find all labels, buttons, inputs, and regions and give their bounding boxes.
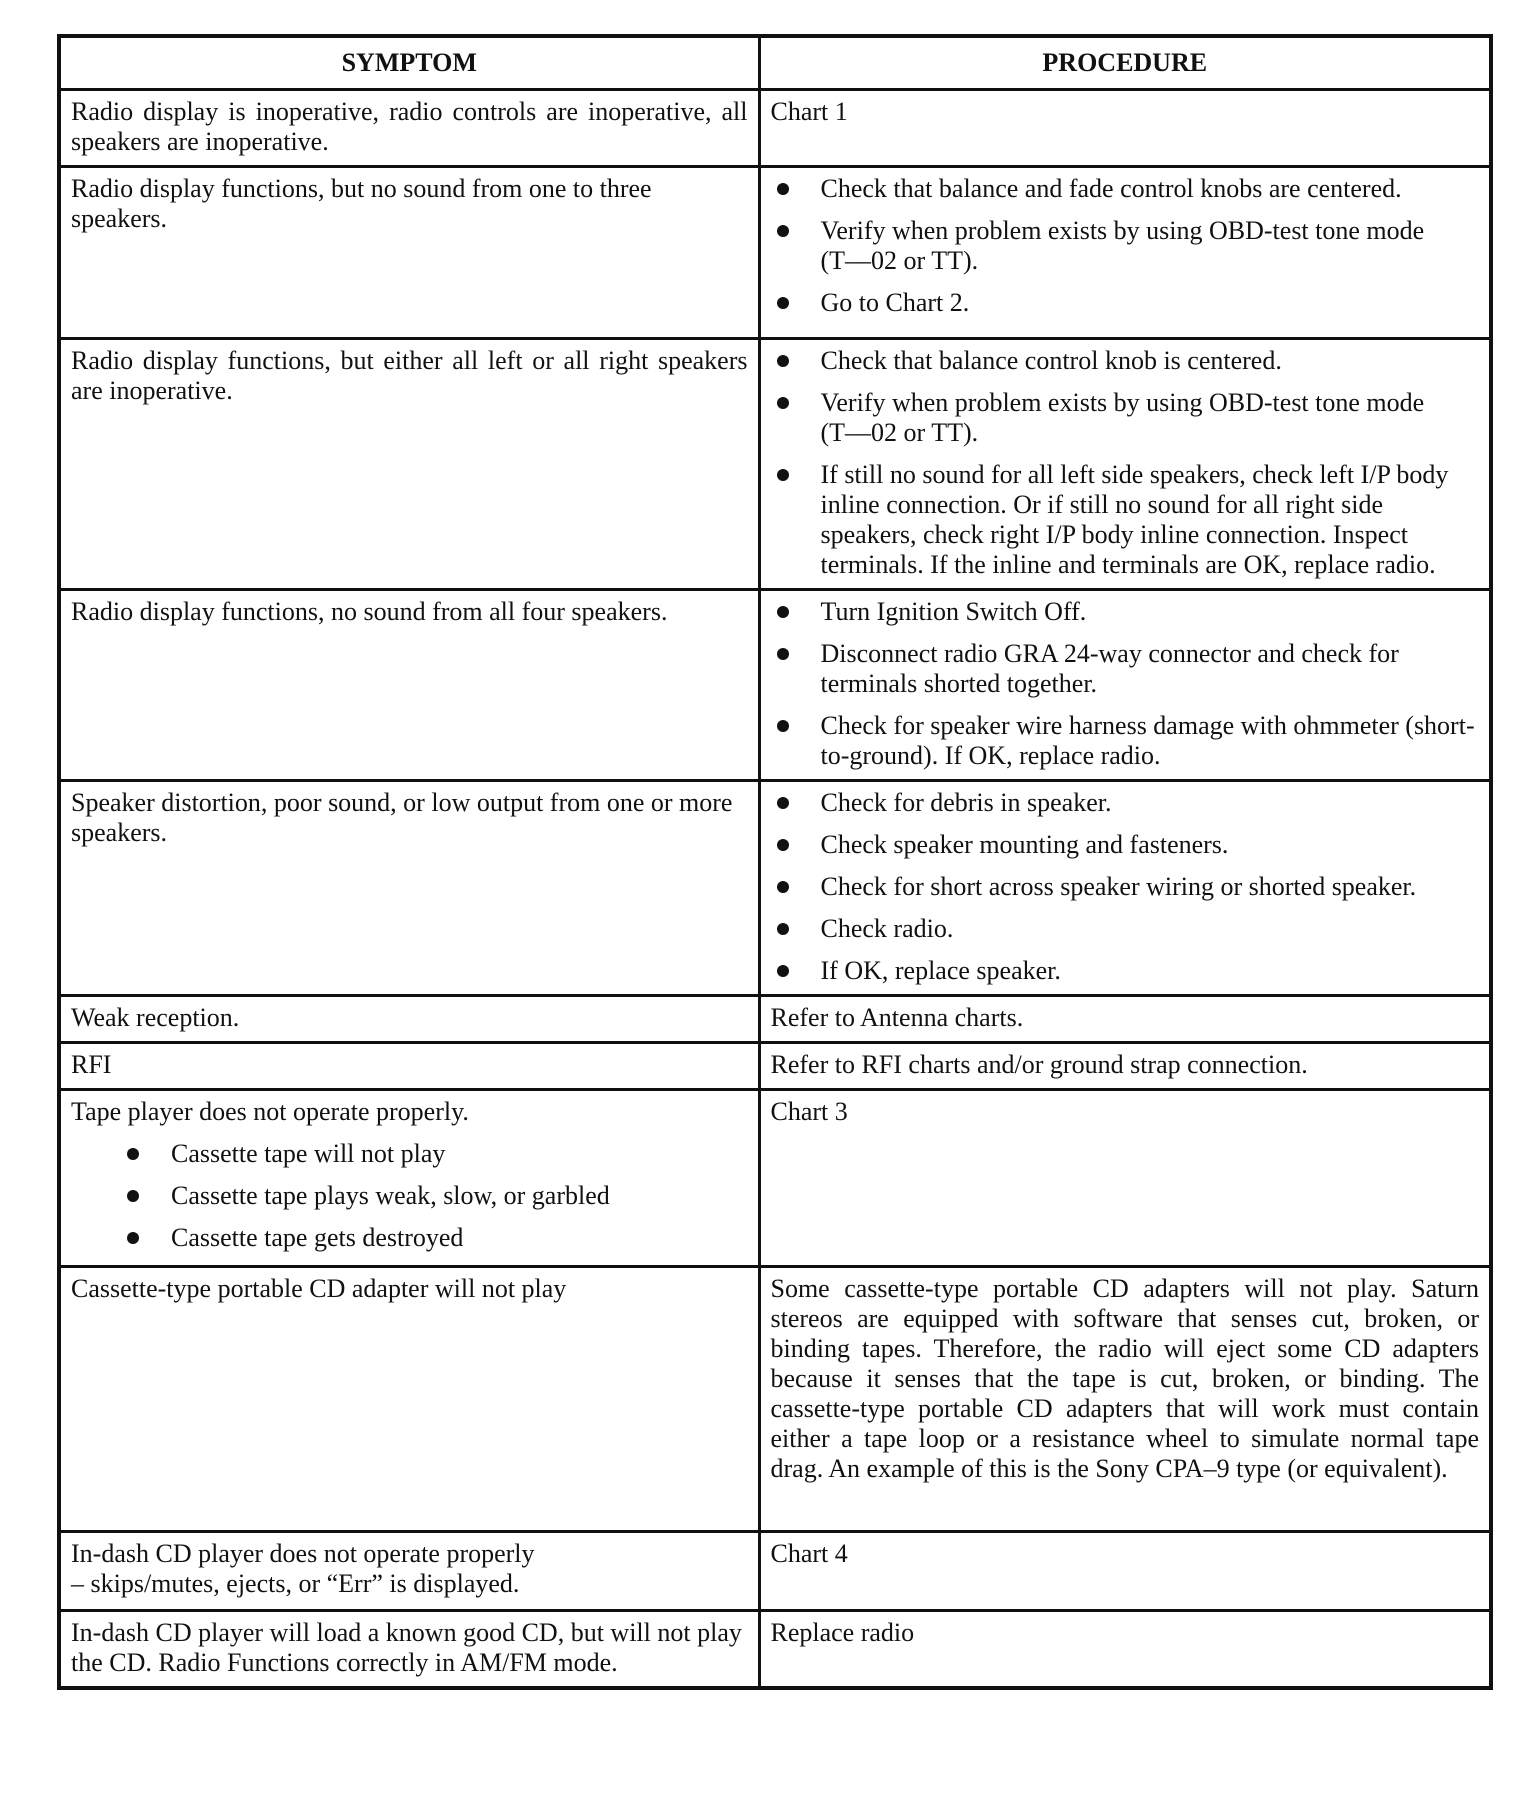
symptom-cell: Cassette-type portable CD adapter will not play [59, 1267, 759, 1532]
bullet-text: Cassette tape plays weak, slow, or garbled [171, 1181, 610, 1210]
procedure-bullet [771, 711, 1480, 771]
procedure-cell: Replace radio [759, 1611, 1491, 1689]
symptom-cell: Radio display functions, but no sound from one to three speakers. [59, 167, 759, 339]
procedure-bullet [771, 956, 1480, 986]
procedure-header: PROCEDURE [759, 36, 1491, 90]
bullet-icon [777, 923, 789, 935]
symptom-cell: Weak reception. [59, 996, 759, 1043]
bullet-text: Verify when problem exists by using OBD-test tone mode (T––02 or TT). [820, 216, 1425, 275]
procedure-bullet [771, 914, 1480, 944]
bullet-icon [777, 797, 789, 809]
bullet-text: Verify when problem exists by using OBD-test tone mode (T––02 or TT). [820, 388, 1425, 447]
procedure-cell: Some cassette-type portable CD adapters will not play. Saturn stereos are equipped with software that senses cut, broken, or binding tapes. Therefore, the radio will eject some CD adapters because it senses that the tape is cut, broken, or binding. The cassette-type portable CD adapters that will work must contain either a tape loop or a resistance wheel to simulate normal tape drag. An example of this is the Sony CPA–9 type (or equivalent). [759, 1267, 1491, 1532]
symptom-procedure-table [57, 34, 1493, 1690]
procedure-bullet [771, 597, 1480, 627]
procedure-bullet [771, 216, 1480, 276]
symptom-bullet [71, 1139, 748, 1169]
table-row [59, 90, 1491, 167]
bullet-text: Check speaker mounting and fasteners. [820, 830, 1229, 859]
symptom-text-line2: – skips/mutes, ejects, or “Err” is displayed. [71, 1569, 520, 1598]
table-row [59, 339, 1491, 590]
bullet-text: Check for short across speaker wiring or shorted speaker. [820, 872, 1417, 901]
procedure-cell [759, 590, 1491, 781]
symptom-cell: RFI [59, 1043, 759, 1090]
bullet-icon [127, 1190, 139, 1202]
bullet-text: Check radio. [820, 914, 954, 943]
bullet-text: Check for debris in speaker. [820, 788, 1112, 817]
bullet-icon [777, 225, 789, 237]
bullet-icon [777, 183, 789, 195]
bullet-text: Turn Ignition Switch Off. [820, 597, 1087, 626]
symptom-cell [59, 1090, 759, 1267]
bullet-icon [127, 1148, 139, 1160]
table-row [59, 1611, 1491, 1689]
symptom-cell: Radio display is inoperative, radio controls are inoperative, all speakers are inoperative. [59, 90, 759, 167]
symptom-header: SYMPTOM [59, 36, 759, 90]
table-row [59, 996, 1491, 1043]
table-row [59, 167, 1491, 339]
procedure-bullet [771, 388, 1480, 448]
table-row [59, 1090, 1491, 1267]
procedure-cell: Refer to RFI charts and/or ground strap connection. [759, 1043, 1491, 1090]
procedure-bullet [771, 788, 1480, 818]
procedure-cell: Chart 3 [759, 1090, 1491, 1267]
bullet-text: Check that balance and fade control knobs are centered. [820, 174, 1402, 203]
bullet-text: Cassette tape will not play [171, 1139, 446, 1168]
table-row [59, 590, 1491, 781]
symptom-cell: In-dash CD player will load a known good CD, but will not play the CD. Radio Functions correctly in AM/FM mode. [59, 1611, 759, 1689]
table-header-row [59, 36, 1491, 90]
procedure-cell [759, 167, 1491, 339]
table-row [59, 1043, 1491, 1090]
bullet-text: Go to Chart 2. [820, 288, 970, 317]
procedure-cell: Refer to Antenna charts. [759, 996, 1491, 1043]
symptom-cell: Radio display functions, but either all left or all right speakers are inoperative. [59, 339, 759, 590]
bullet-icon [777, 965, 789, 977]
symptom-bullet [71, 1181, 748, 1211]
symptom-text: In-dash CD player does not operate properly [71, 1539, 535, 1568]
symptom-cell: Speaker distortion, poor sound, or low output from one or more speakers. [59, 781, 759, 996]
table-row [59, 781, 1491, 996]
bullet-icon [777, 720, 789, 732]
procedure-bullet [771, 174, 1480, 204]
bullet-text: Cassette tape gets destroyed [171, 1223, 464, 1252]
bullet-text: Check for speaker wire harness damage with ohmmeter (short-to-ground). If OK, replace radio. [820, 711, 1475, 770]
symptom-text: Tape player does not operate properly. [71, 1097, 469, 1126]
symptom-cell: Radio display functions, no sound from all four speakers. [59, 590, 759, 781]
procedure-bullet [771, 872, 1480, 902]
bullet-text: Check that balance control knob is centered. [820, 346, 1282, 375]
bullet-icon [777, 606, 789, 618]
bullet-text: If OK, replace speaker. [820, 956, 1061, 985]
procedure-bullet [771, 639, 1480, 699]
procedure-bullet [771, 460, 1480, 580]
bullet-icon [777, 881, 789, 893]
procedure-cell: Chart 4 [759, 1532, 1491, 1611]
bullet-icon [127, 1232, 139, 1244]
procedure-bullet [771, 346, 1480, 376]
bullet-icon [777, 297, 789, 309]
procedure-bullet [771, 288, 1480, 318]
symptom-bullet [71, 1223, 748, 1253]
bullet-icon [777, 648, 789, 660]
procedure-bullet [771, 830, 1480, 860]
bullet-icon [777, 839, 789, 851]
symptom-cell [59, 1532, 759, 1611]
table-row [59, 1267, 1491, 1532]
procedure-cell [759, 781, 1491, 996]
bullet-text: Disconnect radio GRA 24-way connector and check for terminals shorted together. [820, 639, 1399, 698]
table-row [59, 1532, 1491, 1611]
bullet-icon [777, 469, 789, 481]
bullet-text: If still no sound for all left side speakers, check left I/P body inline connection. Or if still no sound for all right side speakers, check right I/P body inline connection. Inspect terminals. If the inline and terminals are OK, replace radio. [820, 460, 1449, 579]
bullet-icon [777, 397, 789, 409]
procedure-cell: Chart 1 [759, 90, 1491, 167]
bullet-icon [777, 355, 789, 367]
procedure-cell [759, 339, 1491, 590]
